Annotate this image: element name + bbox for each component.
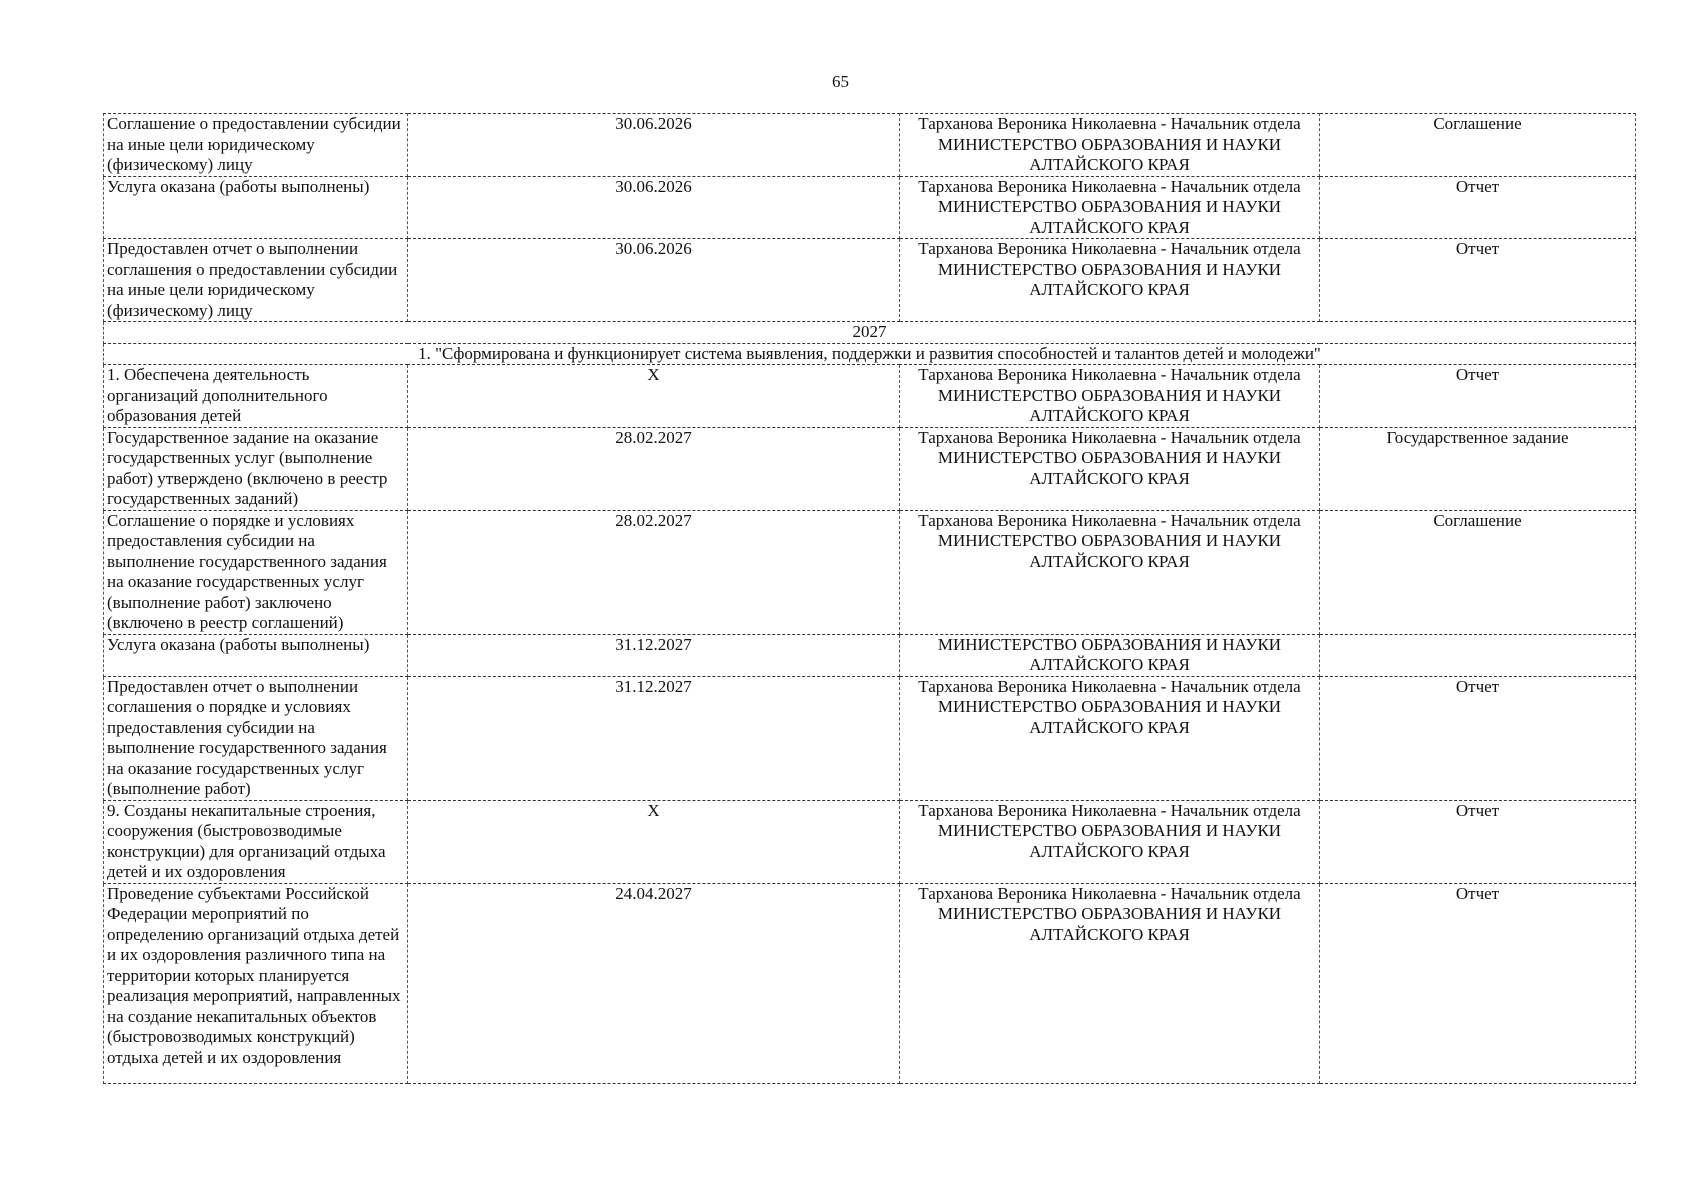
- event-cell: Услуга оказана (работы выполнены): [104, 176, 408, 239]
- document-cell: Отчет: [1320, 676, 1636, 800]
- plan-table: [103, 113, 1636, 1084]
- responsible-organization: АЛТАЙСКОГО КРАЯ: [1029, 280, 1190, 299]
- responsible-organization: МИНИСТЕРСТВО ОБРАЗОВАНИЯ И НАУКИ: [937, 634, 1282, 654]
- document-cell: Отчет: [1320, 883, 1636, 1083]
- year-row: [104, 322, 1636, 344]
- document-cell: Отчет: [1320, 365, 1636, 428]
- document-cell: Соглашение: [1320, 114, 1636, 177]
- responsible-organization: АЛТАЙСКОГО КРАЯ: [1029, 155, 1190, 174]
- rows-bottom: [104, 365, 1636, 1084]
- responsible-organization: МИНИСТЕРСТВО ОБРАЗОВАНИЯ И НАУКИ: [937, 531, 1282, 550]
- responsible-person: Тарханова Вероника Николаевна - Начальник отдела: [918, 676, 1301, 696]
- responsible-cell: [900, 176, 1320, 239]
- event-cell: Государственное задание на оказание государственных услуг (выполнение работ) утверждено (включено в реестр государственных заданий): [104, 427, 408, 510]
- responsible-cell: [900, 427, 1320, 510]
- responsible-organization: МИНИСТЕРСТВО ОБРАЗОВАНИЯ И НАУКИ: [937, 197, 1282, 216]
- responsible-person: Тарханова Вероника Николаевна - Начальник отдела: [918, 365, 1301, 384]
- table-row: [104, 676, 1636, 800]
- responsible-organization: АЛТАЙСКОГО КРАЯ: [1029, 551, 1190, 571]
- responsible-person: Тарханова Вероника Николаевна - Начальник отдела: [918, 800, 1301, 820]
- responsible-organization: МИНИСТЕРСТВО ОБРАЗОВАНИЯ И НАУКИ: [937, 697, 1282, 716]
- table-row: [104, 634, 1636, 676]
- responsible-organization: МИНИСТЕРСТВО ОБРАЗОВАНИЯ И НАУКИ: [937, 821, 1282, 840]
- date-cell: 24.04.2027: [408, 883, 900, 1083]
- responsible-cell: [900, 800, 1320, 883]
- responsible-organization: АЛТАЙСКОГО КРАЯ: [1029, 924, 1190, 944]
- responsible-organization: МИНИСТЕРСТВО ОБРАЗОВАНИЯ И НАУКИ: [937, 134, 1282, 154]
- date-cell: Х: [408, 800, 900, 883]
- responsible-person: Тарханова Вероника Николаевна - Начальник отдела: [918, 883, 1301, 903]
- date-cell: 28.02.2027: [408, 427, 900, 510]
- date-cell: 30.06.2026: [408, 176, 900, 239]
- date-cell: 31.12.2027: [408, 634, 900, 676]
- responsible-organization: МИНИСТЕРСТВО ОБРАЗОВАНИЯ И НАУКИ: [937, 259, 1282, 279]
- responsible-cell: [900, 676, 1320, 800]
- rows-top: [104, 114, 1636, 322]
- responsible-organization: МИНИСТЕРСТВО ОБРАЗОВАНИЯ И НАУКИ: [937, 448, 1282, 467]
- project-label: 1. "Сформирована и функционирует система выявления, поддержки и развития способностей и талантов детей и молодежи": [104, 343, 1636, 365]
- event-cell: Предоставлен отчет о выполнении соглашения о предоставлении субсидии на иные цели юридическому (физическому) лицу: [104, 239, 408, 322]
- responsible-person: Тарханова Вероника Николаевна - Начальник отдела: [918, 114, 1301, 133]
- responsible-organization: АЛТАЙСКОГО КРАЯ: [1029, 655, 1190, 674]
- responsible-organization: АЛТАЙСКОГО КРАЯ: [1029, 468, 1190, 488]
- event-cell: 9. Созданы некапитальные строения, сооружения (быстровозводимые конструкции) для организаций отдыха детей и их оздоровления: [104, 800, 408, 883]
- responsible-cell: [900, 239, 1320, 322]
- responsible-person: Тарханова Вероника Николаевна - Начальник отдела: [918, 176, 1301, 196]
- date-cell: 30.06.2026: [408, 239, 900, 322]
- event-cell: Проведение субъектами Российской Федерации мероприятий по определению организаций отдыха детей и их оздоровления различного типа на территории которых планируется реализация мероприятий, направленных на создание некапитальных объектов (быстровозводимых конструкций) отдыха детей и их оздоровления: [104, 883, 408, 1083]
- responsible-organization: АЛТАЙСКОГО КРАЯ: [1029, 717, 1190, 737]
- document-cell: Отчет: [1320, 800, 1636, 883]
- document-cell: Государственное задание: [1320, 427, 1636, 510]
- responsible-organization: МИНИСТЕРСТВО ОБРАЗОВАНИЯ И НАУКИ: [937, 385, 1282, 405]
- responsible-cell: [900, 114, 1320, 177]
- event-cell: Предоставлен отчет о выполнении соглашения о порядке и условиях предоставления субсидии на выполнение государственного задания на оказание государственных услуг (выполнение работ): [104, 676, 408, 800]
- responsible-person: Тарханова Вероника Николаевна - Начальник отдела: [918, 427, 1301, 447]
- document-cell: Отчет: [1320, 239, 1636, 322]
- event-cell: Соглашение о предоставлении субсидии на иные цели юридическому (физическому) лицу: [104, 114, 408, 177]
- table-row: [104, 114, 1636, 177]
- table-row: [104, 176, 1636, 239]
- responsible-cell: [900, 883, 1320, 1083]
- table-row: [104, 800, 1636, 883]
- table-row: [104, 510, 1636, 634]
- responsible-person: Тарханова Вероника Николаевна - Начальник отдела: [918, 510, 1301, 530]
- responsible-cell: [900, 634, 1320, 676]
- event-cell: 1. Обеспечена деятельность организаций дополнительного образования детей: [104, 365, 408, 428]
- responsible-organization: МИНИСТЕРСТВО ОБРАЗОВАНИЯ И НАУКИ: [937, 904, 1282, 923]
- date-cell: 30.06.2026: [408, 114, 900, 177]
- page-number: 65: [832, 72, 849, 91]
- table-row: [104, 239, 1636, 322]
- table-row: [104, 365, 1636, 428]
- table-row: [104, 427, 1636, 510]
- responsible-cell: [900, 510, 1320, 634]
- date-cell: Х: [408, 365, 900, 428]
- responsible-cell: [900, 365, 1320, 428]
- document-cell: [1320, 634, 1636, 676]
- event-cell: Услуга оказана (работы выполнены): [104, 634, 408, 676]
- responsible-organization: АЛТАЙСКОГО КРАЯ: [1029, 406, 1190, 425]
- responsible-organization: АЛТАЙСКОГО КРАЯ: [1029, 217, 1190, 237]
- table-row: [104, 883, 1636, 1083]
- document-cell: Отчет: [1320, 176, 1636, 239]
- date-cell: 31.12.2027: [408, 676, 900, 800]
- year-label: 2027: [104, 322, 1636, 344]
- date-cell: 28.02.2027: [408, 510, 900, 634]
- responsible-organization: АЛТАЙСКОГО КРАЯ: [1029, 841, 1190, 861]
- section-header: [104, 322, 1636, 365]
- event-cell: Соглашение о порядке и условиях предоставления субсидии на выполнение государственного задания на оказание государственных услуг (выполнение работ) заключено (включено в реестр соглашений): [104, 510, 408, 634]
- project-row: [104, 343, 1636, 365]
- responsible-person: Тарханова Вероника Николаевна - Начальник отдела: [918, 239, 1301, 258]
- document-cell: Соглашение: [1320, 510, 1636, 634]
